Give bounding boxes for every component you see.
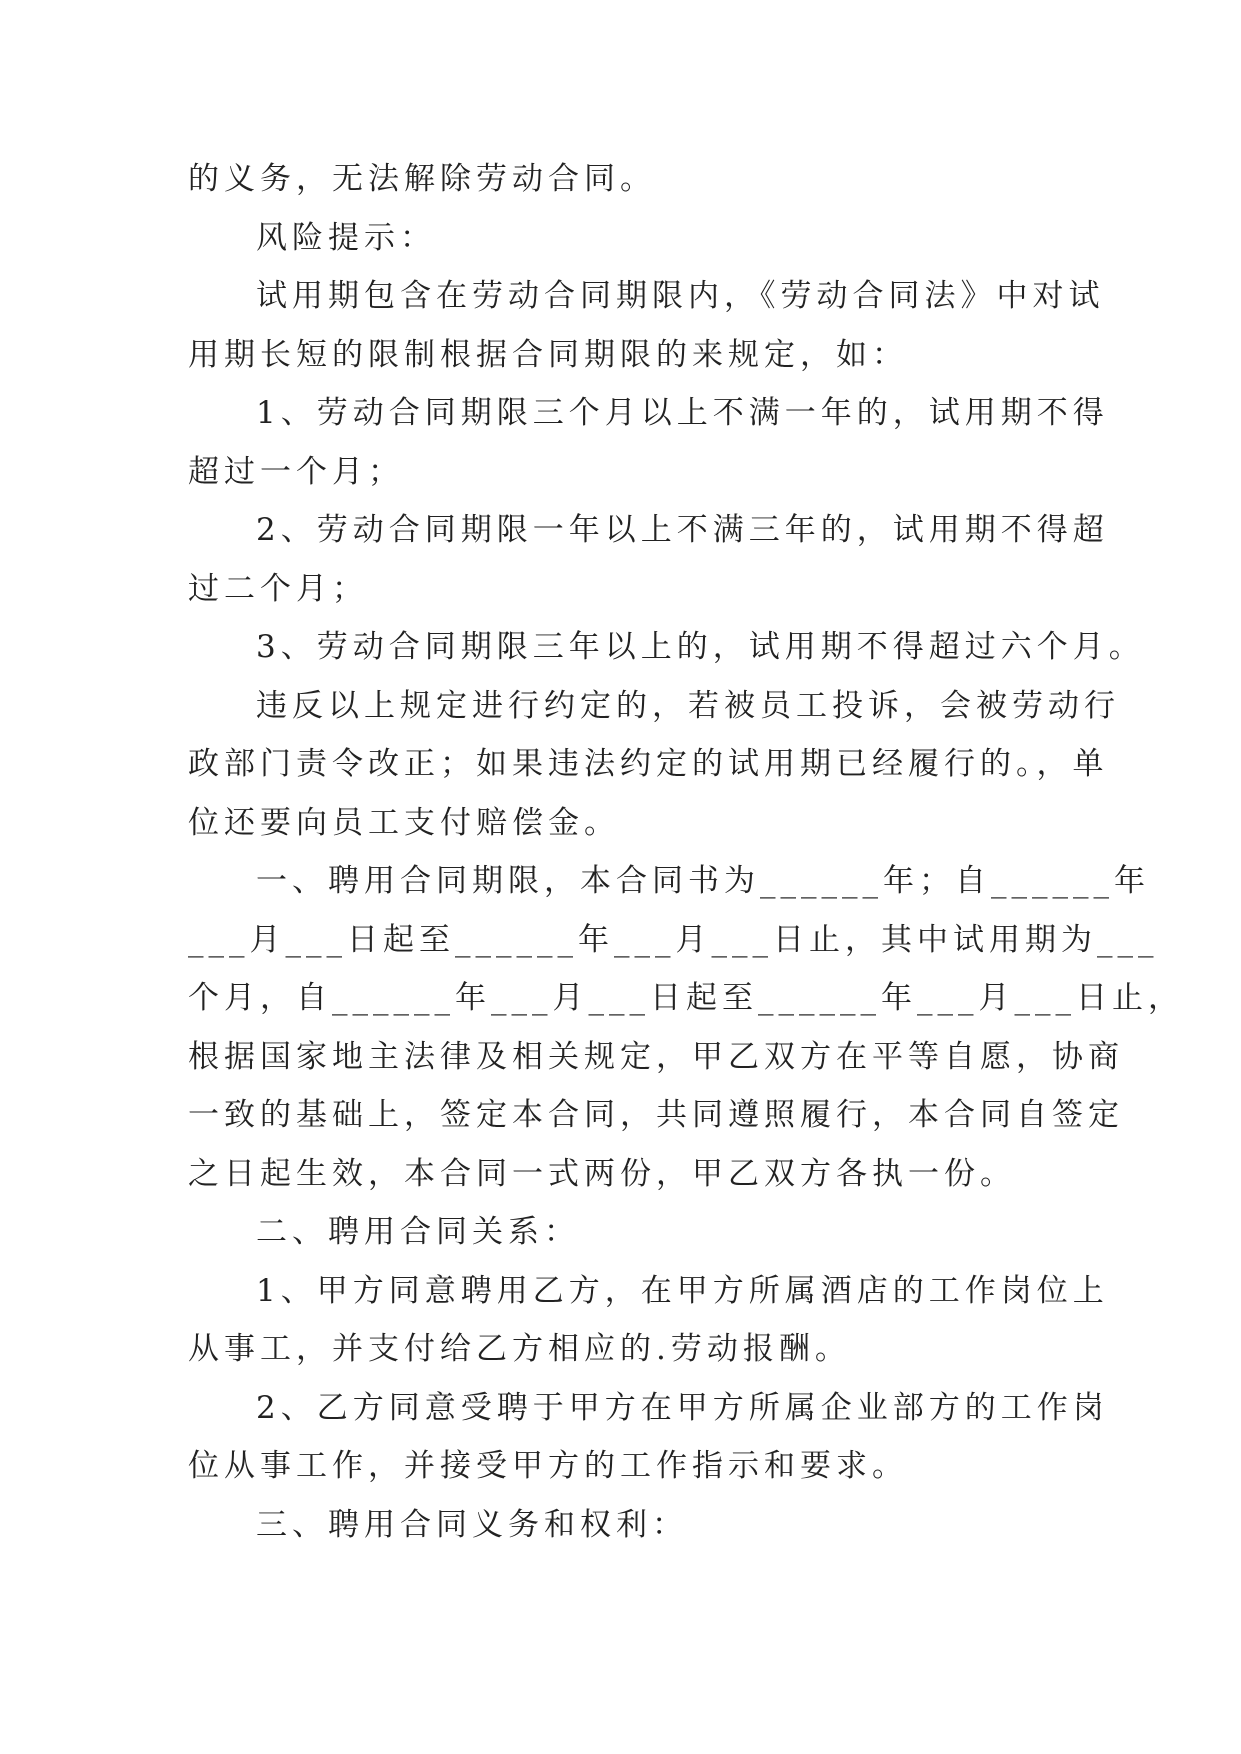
text-line: 超过一个月； xyxy=(188,453,404,490)
text-line: 一、聘用合同期限，本合同书为______年；自______年 xyxy=(256,863,1150,899)
contract-body xyxy=(188,150,1184,1554)
text-line: 位还要向员工支付赔偿金。 xyxy=(188,804,620,841)
text-line: 一致的基础上，签定本合同，共同遵照履行，本合同自签定 xyxy=(188,1097,1124,1133)
text-line: 政部门责令改正；如果违法约定的试用期已经履行的。，单 xyxy=(188,746,1109,782)
text-line: 违反以上规定进行约定的，若被员工投诉，会被劳动行 xyxy=(256,687,1120,724)
text-line: 用期长短的限制根据合同期限的来规定，如： xyxy=(188,336,908,373)
text-line: 根据国家地主法律及相关规定，甲乙双方在平等自愿，协商 xyxy=(188,1038,1124,1075)
text-line: 2、劳动合同期限一年以上不满三年的，试用期不得超 xyxy=(256,512,1109,548)
text-line: 二、聘用合同关系： xyxy=(256,1214,580,1250)
text-line: 个月，自______年___月___日起至______年___月___日止， xyxy=(188,980,1184,1016)
text-line: 1、劳动合同期限三个月以上不满一年的，试用期不得 xyxy=(256,395,1109,431)
text-line: 位从事工作，并接受甲方的工作指示和要求。 xyxy=(188,1448,908,1484)
text-line: ___月___日起至______年___月___日止，其中试用期为___ xyxy=(188,921,1159,958)
text-line: 三、聘用合同义务和权利： xyxy=(256,1506,688,1543)
text-line: 的义务，无法解除劳动合同。 xyxy=(188,161,656,197)
text-line: 过二个月； xyxy=(188,570,368,607)
text-line: 之日起生效，本合同一式两份，甲乙双方各执一份。 xyxy=(188,1155,1016,1192)
text-line: 从事工，并支付给乙方相应的.劳动报酬。 xyxy=(188,1331,851,1367)
text-line: 3、劳动合同期限三年以上的，试用期不得超过六个月。 xyxy=(256,629,1145,665)
text-line: 试用期包含在劳动合同期限内，《劳动合同法》中对试 xyxy=(256,278,1105,314)
text-line: 风险提示： xyxy=(256,219,436,256)
text-line: 1、甲方同意聘用乙方，在甲方所属酒店的工作岗位上 xyxy=(256,1272,1109,1309)
text-line: 2、乙方同意受聘于甲方在甲方所属企业部方的工作岗 xyxy=(256,1389,1109,1426)
